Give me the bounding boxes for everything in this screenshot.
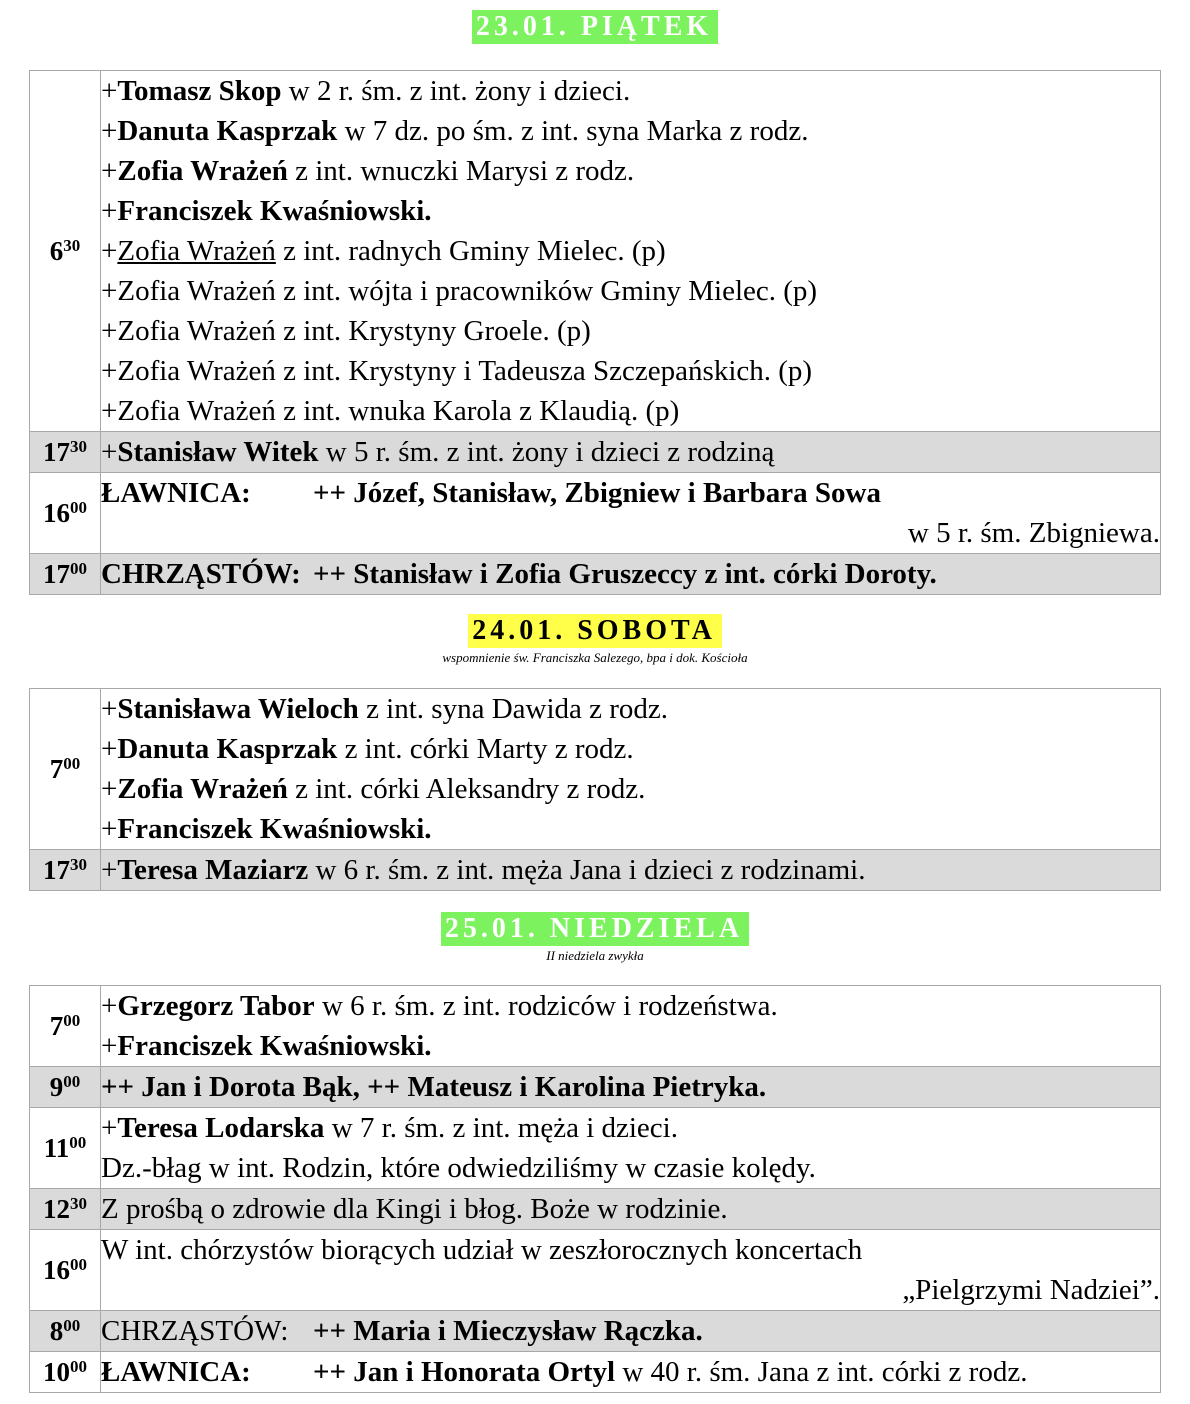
mass-time: $7^{00}$ xyxy=(30,689,101,850)
intention-line: +Zofia Wrażeń z int. Krystyny i Tadeusza Szczepańskich. (p) xyxy=(101,355,813,387)
day-title-3: 25.01. NIEDZIELA xyxy=(441,912,749,946)
mass-time: $8^{00}$ xyxy=(30,1311,101,1352)
day-title-2: 24.01. SOBOTA xyxy=(468,614,722,648)
intention-line: +Franciszek Kwaśniowski. xyxy=(101,1030,432,1062)
mass-intentions xyxy=(101,554,1161,595)
mass-time: $10^{00}$ xyxy=(30,1352,101,1393)
intention-line: ++ Jan i Dorota Bąk, ++ Mateusz i Karolina Pietryka. xyxy=(101,1071,767,1103)
mass-intentions xyxy=(101,1352,1161,1393)
mass-row xyxy=(30,473,1161,554)
intention-line: +Teresa Maziarz w 6 r. śm. z int. męża Jana i dzieci z rodzinami. xyxy=(101,854,866,886)
mass-time: $11^{00}$ xyxy=(30,1108,101,1189)
mass-row xyxy=(30,689,1161,850)
mass-time: $16^{00}$ xyxy=(30,1230,101,1311)
day-title-1: 23.01. PIĄTEK xyxy=(472,10,718,44)
mass-intentions xyxy=(101,473,1161,554)
intention-line: ŁAWNICA: ++ Jan i Honorata Ortyl w 40 r. śm. Jana z int. córki z rodz. xyxy=(101,1352,1160,1392)
mass-intentions xyxy=(101,432,1161,473)
intention-continuation: w 5 r. śm. Zbigniewa. xyxy=(907,517,1160,549)
mass-intentions xyxy=(101,1230,1161,1311)
mass-intentions xyxy=(101,986,1161,1067)
intention-line: +Stanisław Witek w 5 r. śm. z int. żony i dzieci z rodziną xyxy=(101,436,775,468)
day-header-1 xyxy=(0,10,1190,44)
mass-time: $7^{00}$ xyxy=(30,986,101,1067)
day-subtitle-2: wspomnienie św. Franciszka Salezego, bpa i dok. Kościoła xyxy=(442,650,748,665)
mass-intentions xyxy=(101,850,1161,891)
mass-time: $17^{30}$ xyxy=(30,850,101,891)
intention-line: +Franciszek Kwaśniowski. xyxy=(101,195,432,227)
intention-line: +Zofia Wrażeń z int. wójta i pracowników Gminy Mielec. (p) xyxy=(101,275,818,307)
intention-line: +Zofia Wrażeń z int. córki Aleksandry z rodz. xyxy=(101,773,646,805)
mass-row xyxy=(30,1189,1161,1230)
mass-row xyxy=(30,1311,1161,1352)
mass-intentions xyxy=(101,1067,1161,1108)
place-name: CHRZĄSTÓW: xyxy=(101,558,301,590)
schedule-table-2 xyxy=(29,688,1161,891)
intention-line: +Stanisława Wieloch z int. syna Dawida z rodz. xyxy=(101,693,669,725)
place-name: CHRZĄSTÓW: xyxy=(101,1315,289,1347)
intention-line: +Danuta Kasprzak w 7 dz. po śm. z int. syna Marka z rodz. xyxy=(101,115,809,147)
place-name: ŁAWNICA: xyxy=(101,477,251,509)
mass-time: $17^{30}$ xyxy=(30,432,101,473)
place-name: ŁAWNICA: xyxy=(101,1356,251,1388)
intention-line: +Zofia Wrażeń z int. wnuczki Marysi z rodz. xyxy=(101,155,635,187)
mass-intentions xyxy=(101,1311,1161,1352)
mass-intentions xyxy=(101,71,1161,432)
mass-row xyxy=(30,1067,1161,1108)
schedule-table-3 xyxy=(29,985,1161,1393)
mass-time: $16^{00}$ xyxy=(30,473,101,554)
day-header-2 xyxy=(0,614,1190,666)
intention-line: +Zofia Wrażeń z int. Krystyny Groele. (p) xyxy=(101,315,591,347)
mass-intentions xyxy=(101,1189,1161,1230)
mass-time: $17^{00}$ xyxy=(30,554,101,595)
mass-row xyxy=(30,432,1161,473)
schedule-table-1 xyxy=(29,70,1161,595)
intention-line: +Teresa Lodarska w 7 r. śm. z int. męża i dzieci. xyxy=(101,1112,678,1144)
intention-line: ŁAWNICA: ++ Józef, Stanisław, Zbigniew i Barbara Sowa xyxy=(101,473,1160,513)
intention-line: +Zofia Wrażeń z int. wnuka Karola z Klaudią. (p) xyxy=(101,395,680,427)
mass-row xyxy=(30,850,1161,891)
mass-time: $9^{00}$ xyxy=(30,1067,101,1108)
mass-intentions xyxy=(101,1108,1161,1189)
mass-row xyxy=(30,1108,1161,1189)
mass-time: $6^{30}$ xyxy=(30,71,101,432)
mass-row xyxy=(30,71,1161,432)
mass-row xyxy=(30,1230,1161,1311)
intention-line: +Danuta Kasprzak z int. córki Marty z rodz. xyxy=(101,733,634,765)
intention-continuation: „Pielgrzymi Nadziei”. xyxy=(902,1274,1160,1306)
mass-row xyxy=(30,554,1161,595)
mass-row xyxy=(30,986,1161,1067)
intention-line: W int. chórzystów biorących udział w zeszłorocznych koncertach xyxy=(101,1234,863,1266)
intention-line: CHRZĄSTÓW: ++ Stanisław i Zofia Gruszeccy z int. córki Doroty. xyxy=(101,554,1160,594)
day-subtitle-3: II niedziela zwykła xyxy=(546,948,644,963)
intention-line: +Tomasz Skop w 2 r. śm. z int. żony i dzieci. xyxy=(101,75,631,107)
intention-line: +Grzegorz Tabor w 6 r. śm. z int. rodziców i rodzeństwa. xyxy=(101,990,778,1022)
day-header-3 xyxy=(0,912,1190,964)
intention-line: +Franciszek Kwaśniowski. xyxy=(101,813,432,845)
intention-line: Dz.-błag w int. Rodzin, które odwiedziliśmy w czasie kolędy. xyxy=(101,1152,816,1184)
mass-row xyxy=(30,1352,1161,1393)
intention-line: CHRZĄSTÓW: ++ Maria i Mieczysław Rączka. xyxy=(101,1311,1160,1351)
intention-line: +Zofia Wrażeń z int. radnych Gminy Mielec. (p) xyxy=(101,235,666,267)
intention-line: Z prośbą o zdrowie dla Kingi i błog. Boże w rodzinie. xyxy=(101,1193,728,1225)
mass-intentions xyxy=(101,689,1161,850)
mass-time: $12^{30}$ xyxy=(30,1189,101,1230)
